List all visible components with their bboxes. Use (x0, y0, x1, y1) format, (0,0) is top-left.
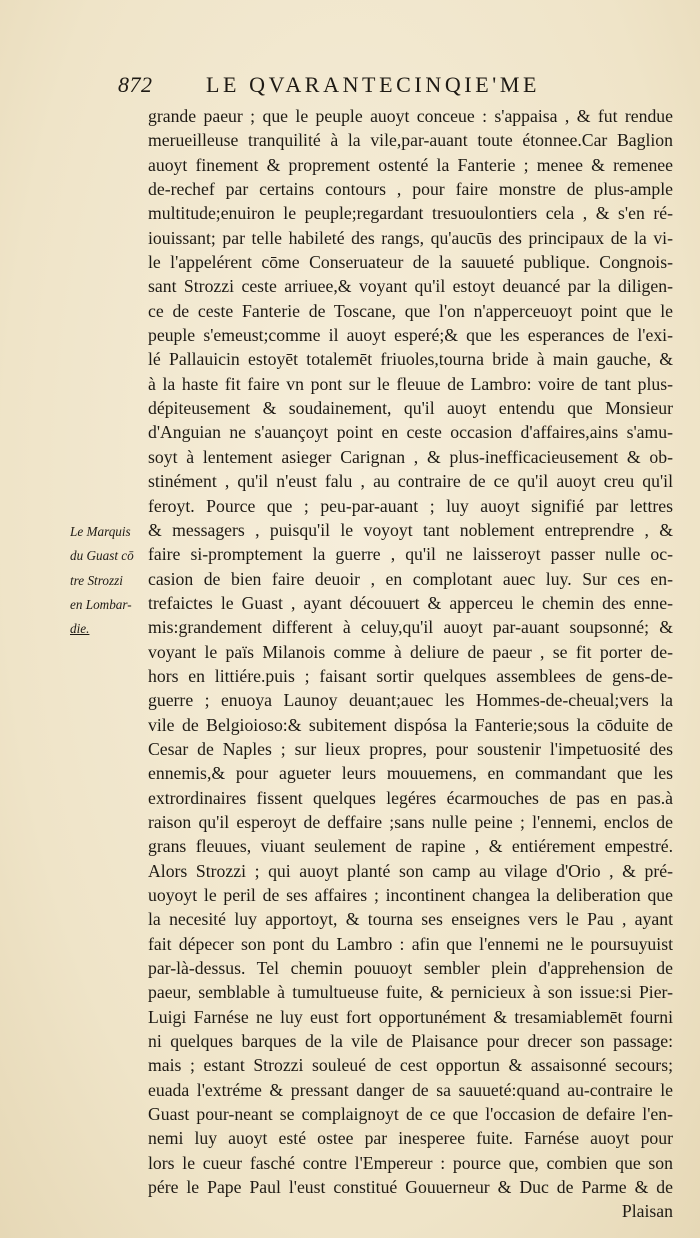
text-line: Luigi Farnése ne luy eust fort opportunément & tresamiablemēt fourni (148, 1006, 673, 1027)
page-header (118, 72, 638, 102)
marginal-note (70, 520, 150, 642)
text-line: lors le cueur fasché contre l'Empereur : pource que, combien que son (148, 1152, 673, 1173)
marginal-note-line: tre Strozzi (70, 572, 123, 588)
text-line: Alors Strozzi ; qui auoyt planté son camp au vilage d'Orio , & pré- (148, 860, 673, 881)
text-line: guerre ; enuoya Launoy deuant;auec les Hommes-de-cheual;vers la (148, 690, 673, 711)
text-line: stinément , qu'il n'eust falu , au contraire de ce qu'il auoyt creu qu'il (148, 471, 673, 492)
text-line: lé Pallauicin estoyēt totalemēt friuoles,tourna bride à main gauche, & (148, 349, 673, 370)
marginal-note-line: en Lombar- (70, 597, 132, 613)
text-line: & messagers , puisqu'il le voyoyt tant noblement entreprendre , & (148, 519, 673, 540)
text-line: le l'appelérent cōme Conseruateur de la sauueté publique. Congnois- (148, 252, 673, 273)
text-line: feroyt. Pource que ; peu-par-auant ; luy auoyt signifié par lettres (148, 495, 673, 516)
text-line: Cesar de Naples ; sur lieux propres, pour soustenir l'impetuosité des (148, 738, 673, 759)
text-line: à la haste fit faire vn pont sur le fleuue de Lambro: voire de tant plus- (148, 373, 673, 394)
text-line: auoyt finement & proprement ostenté la Fanterie ; menee & remenee (148, 154, 673, 175)
text-line: ennemis,& pour agueter leurs mouuemens, en commandant que les (148, 763, 673, 784)
text-line: ce de ceste Fanterie de Toscane, que l'on n'apperceuoyt point que le (148, 300, 673, 321)
text-line: soyt à lentement asieger Carignan , & plus-inefficacieusement & ob- (148, 446, 673, 467)
text-line: paeur, semblable à tumultueuse fuite, & pernicieux à son issue:si Pier- (148, 982, 673, 1003)
text-line: mis:grandement different à celuy,qu'il auoyt par-auant soupsonné; & (148, 617, 673, 638)
text-line: faire si-promptement la guerre , qu'il ne laisseroyt passer nulle oc- (148, 544, 673, 565)
text-line: sant Strozzi ceste arriuee,& voyant qu'il estoyt deuancé par la diligen- (148, 276, 673, 297)
text-line: raison qu'il esperoyt de deffaire ;sans nulle peine ; l'ennemi, enclos de (148, 811, 673, 832)
text-line: grans fleuues, viuant seulement de rapine , & entiérement empestré. (148, 836, 673, 857)
body-text (148, 104, 673, 1224)
running-title: LE QVARANTECINQIE'ME (206, 72, 541, 97)
text-line: fait dépecer son pont du Lambro : afin que l'ennemi ne le poursuyuist (148, 933, 673, 954)
text-line: peuple s'emeust;comme il auoyt esperé;& que les esperances de l'exi- (148, 325, 673, 346)
text-line: la necesité luy apportoyt, & tourna ses enseignes vers le Pau , ayant (148, 909, 673, 930)
text-line: de-rechef par certains contours , pour faire monstre de plus-ample (148, 179, 673, 200)
text-line: multitude;enuiron le peuple;regardant tresuoulontiers cela , & s'en ré- (148, 203, 673, 224)
text-line: iouissant; par telle habileté des rangs, qu'aucūs des principaux de la vi- (148, 227, 673, 248)
text-line: Guast pour-neant se complaignoyt de ce que l'occasion de defaire l'en- (148, 1104, 673, 1125)
text-line: extrordinaires fissent quelques legéres écarmouches de pas en pas.à (148, 787, 673, 808)
text-line: euada l'extréme & pressant danger de sa sauueté:quand au-contraire le (148, 1079, 673, 1100)
marginal-note-line: Le Marquis (70, 524, 131, 539)
text-line: mais ; estant Strozzi souleué de cest opportun & assaisonné secours; (148, 1055, 673, 1076)
text-line: par-là-dessus. Tel chemin pouuoyt sembler plein d'apprehension de (148, 958, 673, 979)
text-line: voyant le païs Milanois comme à deliure de paeur , se fit porter de- (148, 641, 673, 662)
text-line: merueilleuse tranquilité à la vile,par-auant toute étonnee.Car Baglion (148, 130, 673, 151)
text-line: casion de bien faire deuoir , en complotant auec luy. Sur ces en- (148, 568, 673, 589)
text-line: nemi luy auoyt esté ostee par inesperee fuite. Farnése auoyt pour (148, 1128, 673, 1149)
page-number: 872 (118, 72, 153, 97)
text-line: uoyoyt le peril de ses affaires ; incontinent changea la deliberation que (148, 885, 673, 905)
text-line: d'Anguian ne s'auançoyt point en ceste occasion d'affaires,ains s'amu- (148, 422, 673, 443)
catchword: Plaisan (621, 1201, 673, 1222)
text-line: grande paeur ; que le peuple auoyt conceue : s'appaisa , & fut rendue (148, 106, 673, 126)
marginal-note-line: du Guast cō (70, 548, 134, 564)
text-line: vile de Belgioioso:& subitement dispósa la Fanterie;sous la cōduite de (148, 714, 673, 735)
marginal-note-line: die. (70, 621, 90, 637)
text-line: pére le Pape Paul l'eust constitué Gouuerneur & Duc de Parme & de (148, 1177, 673, 1198)
text-line: trefaictes le Guast , ayant découuert & apperceu le chemin des enne- (148, 592, 673, 613)
text-line: dépiteusement & soudainement, qu'il auoyt entendu que Monsieur (148, 398, 673, 419)
text-line: hors en littiére.puis ; faisant sortir quelques assemblees de gens-de- (148, 665, 673, 686)
text-line: ni quelques barques de la vile de Plaisance pour drecer son passage: (148, 1031, 673, 1052)
